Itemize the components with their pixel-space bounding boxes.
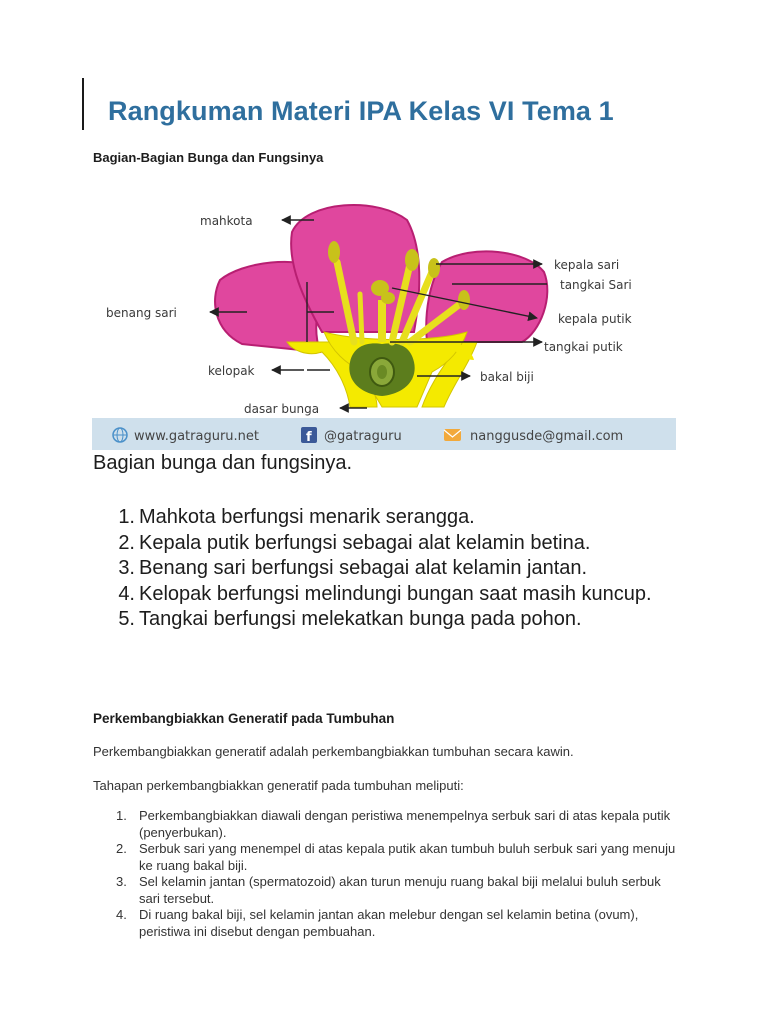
section-heading: Perkembangbiakkan Generatif pada Tumbuhan: [93, 711, 395, 726]
flower-diagram: [92, 192, 676, 450]
label-mahkota: mahkota: [200, 214, 253, 228]
label-kelopak: kelopak: [208, 364, 255, 378]
svg-text:f: f: [306, 430, 312, 445]
list-item: 3. Sel kelamin jantan (spermatozoid) akan turun menuju ruang bakal biji melalui buluh serbuk sari tersebut.: [116, 874, 661, 906]
footer-email: nanggusde@gmail.com: [470, 429, 624, 444]
list-item: 5. Tangkai berfungsi melekatkan bunga pada pohon.: [118, 608, 582, 630]
label-kepala-sari: kepala sari: [554, 258, 620, 272]
watermark-bar: [92, 418, 676, 450]
page-title: Rangkuman Materi IPA Kelas VI Tema 1: [108, 96, 614, 126]
list-item: 3. Benang sari berfungsi sebagai alat kelamin jantan.: [118, 557, 588, 579]
functions-list: [93, 505, 693, 633]
list-item: 2. Serbuk sari yang menempel di atas kepala putik akan tumbuh buluh serbuk sari yang menuju ke ruang bakal biji.: [116, 841, 676, 873]
steps-list: [93, 808, 683, 940]
intro-paragraph: Tahapan perkembangbiakkan generatif pada tumbuhan meliputi:: [93, 778, 464, 793]
email-icon: [444, 429, 461, 441]
label-kepala-putik: kepala putik: [558, 312, 632, 326]
list-item: 2. Kepala putik berfungsi sebagai alat kelamin betina.: [118, 531, 591, 554]
text-cursor-bar: [82, 78, 84, 130]
section-subtitle: Bagian-Bagian Bunga dan Fungsinya: [93, 150, 324, 165]
label-bakal-biji: bakal biji: [480, 370, 534, 384]
list-item: 1. Perkembangbiakkan diawali dengan peristiwa menempelnya serbuk sari di atas kepala putik (penyerbukan).: [116, 808, 671, 840]
facebook-icon: [301, 427, 317, 445]
list-item: 4. Kelopak berfungsi melindungi bungan saat masih kuncup.: [118, 582, 652, 605]
list-item: 4. Di ruang bakal biji, sel kelamin jantan akan melebur dengan sel kelamin betina (ovum), peristiwa ini disebut dengan pembuahan.: [116, 907, 639, 939]
diagram-caption: Bagian bunga dan fungsinya.: [93, 452, 353, 474]
list-item: 1. Mahkota berfungsi menarik serangga.: [118, 506, 475, 528]
footer-facebook: @gatraguru: [324, 429, 402, 444]
footer-website: www.gatraguru.net: [134, 429, 260, 444]
definition-paragraph: Perkembangbiakkan generatif adalah perkembangbiakkan tumbuhan secara kawin.: [93, 744, 574, 759]
label-dasar-bunga: dasar bunga: [244, 402, 320, 416]
label-tangkai-putik: tangkai putik: [544, 340, 623, 354]
label-benang-sari: benang sari: [106, 306, 177, 320]
label-tangkai-sari: tangkai Sari: [560, 278, 632, 292]
